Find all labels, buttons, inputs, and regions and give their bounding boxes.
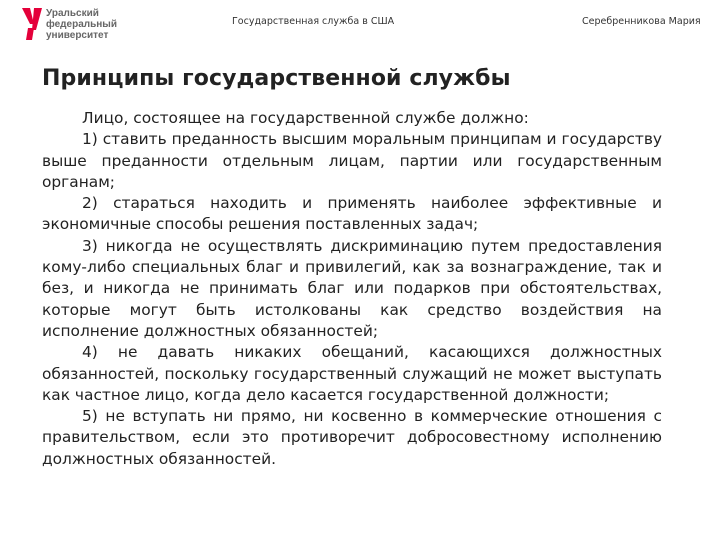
logo-line: университет <box>46 30 109 41</box>
slide-body <box>42 108 662 470</box>
logo-line: федеральный <box>46 19 117 30</box>
slide-title: Принципы государственной службы <box>42 66 511 91</box>
principle-item-1: 1) ставить преданность высшим моральным принципам и государству выше преданности отдельным лицам, партии или государственным органам; <box>42 130 662 191</box>
intro-paragraph: Лицо, состоящее на государственной службе должно: <box>82 109 529 127</box>
slide-header <box>0 0 720 50</box>
principle-item-3: 3) никогда не осуществлять дискриминацию путем предоставления кому-либо специальных благ и привилегий, как за вознаграждение, так и без, и никогда не принимать благ или подарков при обстоятельствах, которые могут быть истолкованы как средство воздействия на исполнение должностных обязанностей; <box>42 236 662 340</box>
principle-item-5: 5) не вступать ни прямо, ни косвенно в коммерческие отношения с правительством, если это противоречит добросовестному исполнению должностных обязанностей. <box>42 407 662 468</box>
urfu-logo-icon <box>22 8 42 40</box>
course-name: Государственная служба в США <box>232 16 395 27</box>
logo-line: Уральский <box>46 8 99 19</box>
principle-item-4: 4) не давать никаких обещаний, касающихся должностных обязанностей, поскольку государственный служащий не может выступать как частное лицо, когда дело касается государственной должности; <box>42 343 662 404</box>
university-logo <box>22 6 132 44</box>
author-name: Серебренникова Мария <box>582 16 701 27</box>
principle-item-2: 2) стараться находить и применять наиболее эффективные и экономичные способы решения поставленных задач; <box>42 194 662 234</box>
logo-text <box>46 8 117 41</box>
